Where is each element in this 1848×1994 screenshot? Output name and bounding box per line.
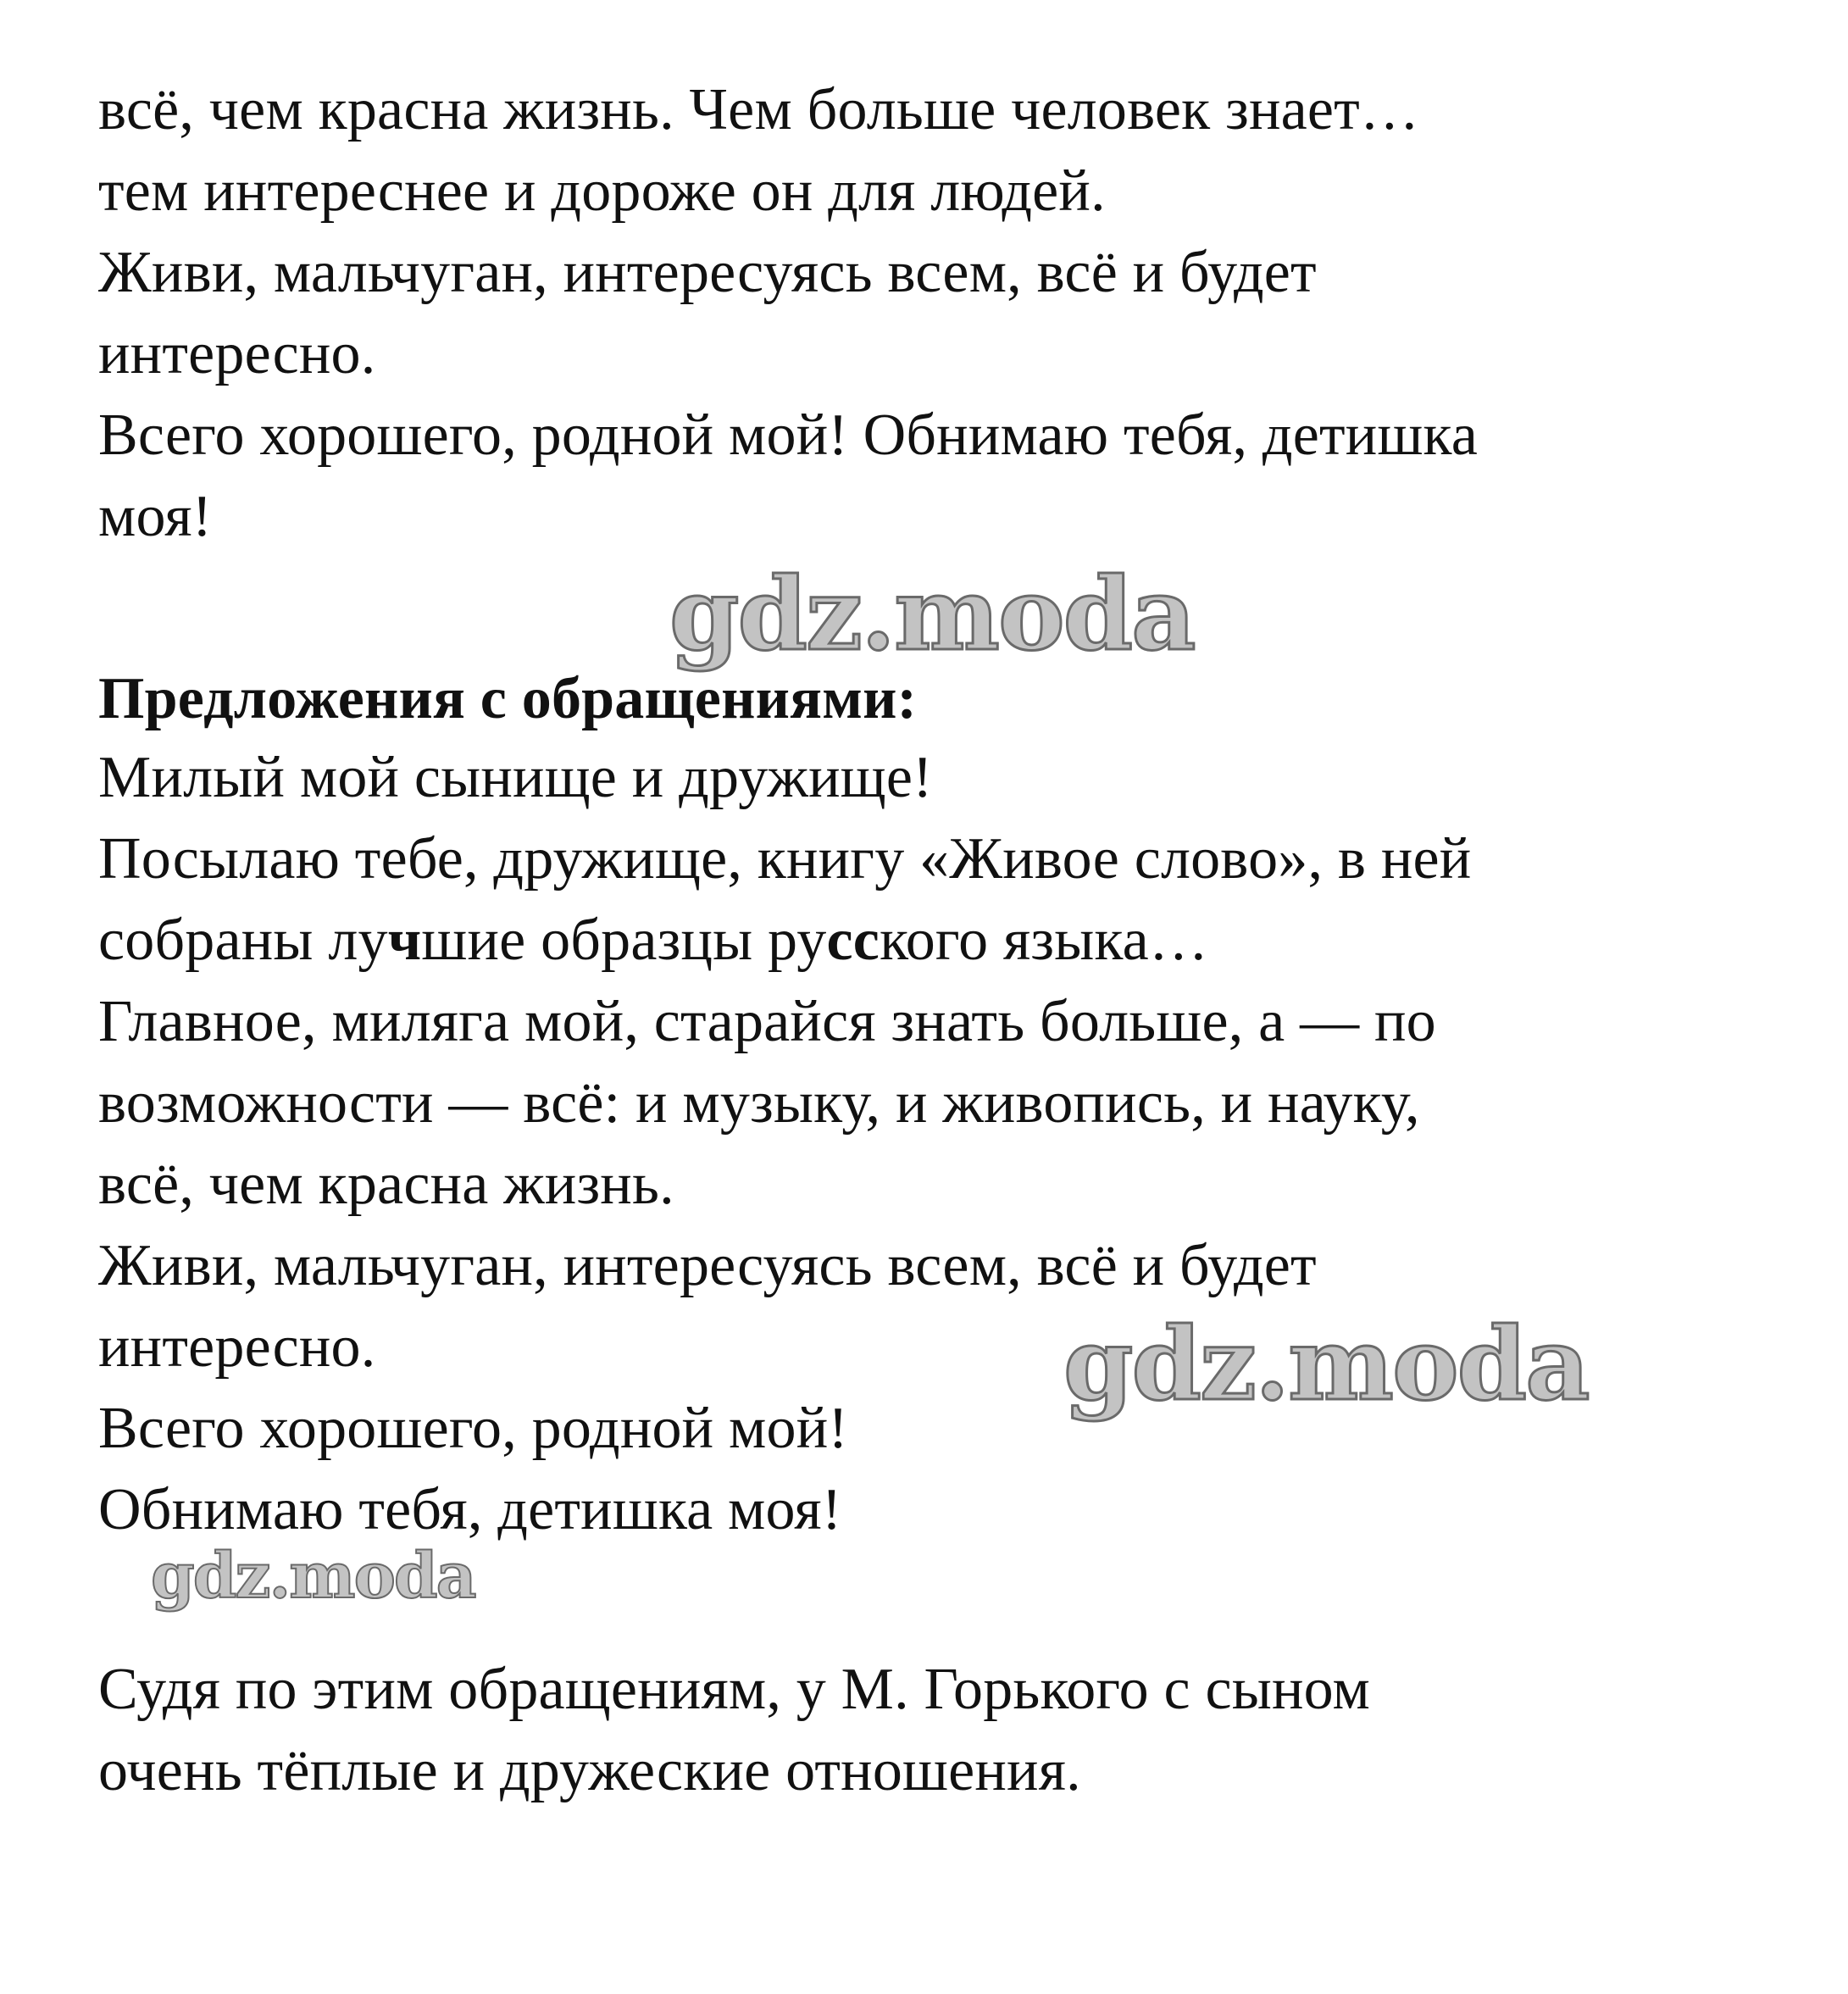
text-line: тем интереснее и дороже он для людей. — [98, 158, 1106, 224]
watermark: gdz.moda — [1063, 1305, 1589, 1423]
text-line: моя! — [98, 484, 213, 549]
text-line: Милый мой сынище и дружище! — [98, 745, 933, 810]
text-line: Судя по этим обращениям, у М. Горького с сыном — [98, 1657, 1370, 1722]
text-line: возможности — всё: и музыку, и живопись, и науку, — [98, 1070, 1420, 1136]
text-line: очень тёплые и дружеские отношения. — [98, 1738, 1081, 1803]
text-segment: собраны лу — [98, 908, 388, 973]
text-line: Посылаю тебе, дружище, книгу «Живое слово», в ней — [98, 826, 1472, 891]
text-line: Обнимаю тебя, детишка моя! — [98, 1477, 842, 1542]
text-line: Живи, мальчуган, интересуясь всем, всё и будет — [98, 1233, 1317, 1298]
watermark: gdz.moda — [151, 1540, 475, 1613]
text-line: всё, чем красна жизнь. — [98, 1152, 674, 1217]
text-line: интересно. — [98, 1314, 376, 1380]
text-line: Главное, миляга мой, старайся знать больше, а — по — [98, 989, 1436, 1054]
text-line: Всего хорошего, родной мой! Обнимаю тебя, детишка — [98, 403, 1478, 468]
text-line: всё, чем красна жизнь. Чем больше человек знает… — [98, 77, 1420, 142]
text-segment: шие образцы ру — [421, 908, 827, 973]
text-line: интересно. — [98, 321, 376, 386]
section-heading: Предложения с обращениями: — [98, 666, 918, 731]
text-line: Живи, мальчуган, интересуясь всем, всё и будет — [98, 240, 1317, 305]
watermark: gdz.moda — [669, 555, 1195, 673]
bold-letter: сс — [826, 908, 880, 973]
text-line — [98, 900, 1208, 981]
text-line: Всего хорошего, родной мой! — [98, 1396, 848, 1461]
text-segment: кого языка… — [880, 908, 1209, 973]
bold-letter: ч — [387, 908, 422, 973]
